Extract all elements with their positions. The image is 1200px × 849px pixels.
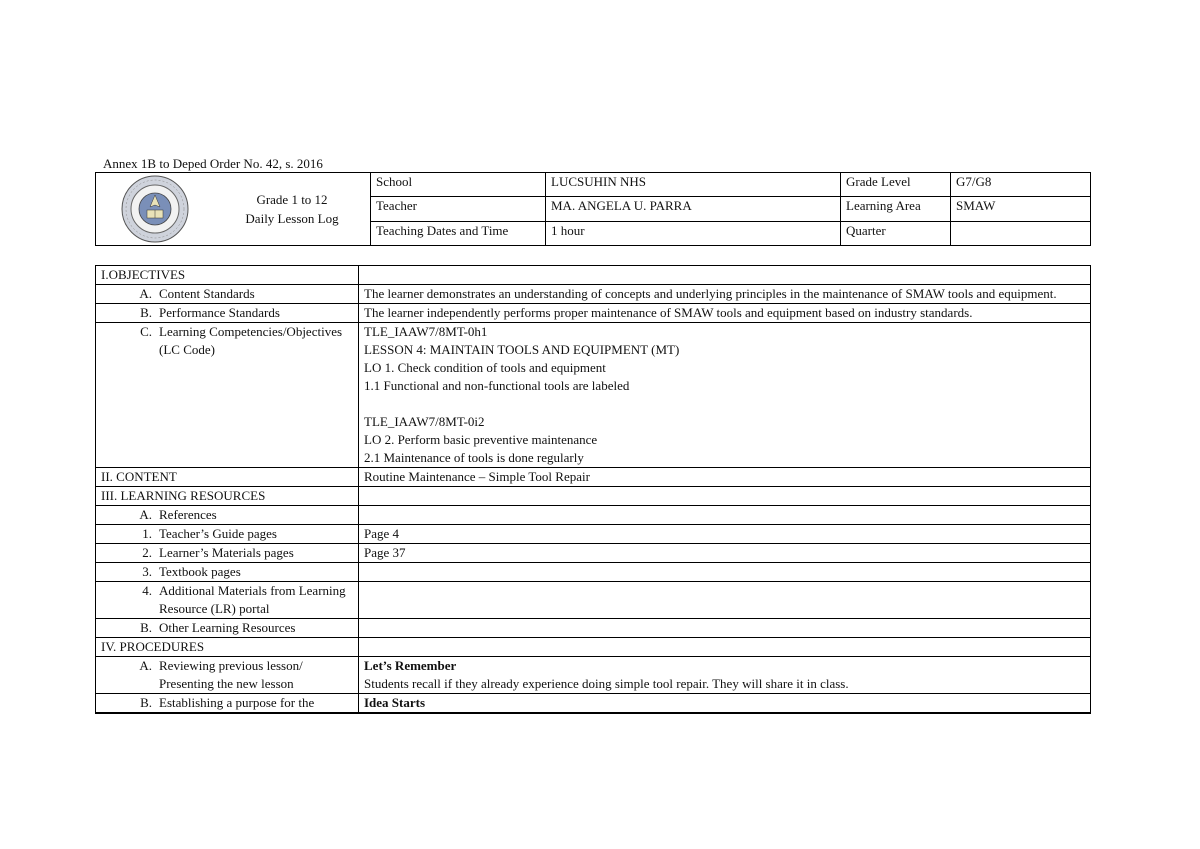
content-heading: II. CONTENT xyxy=(96,468,359,487)
competency-line: LESSON 4: MAINTAIN TOOLS AND EQUIPMENT (MT) xyxy=(364,342,680,357)
competency-line: 1.1 Functional and non-functional tools are labeled xyxy=(364,378,630,393)
row-letter: B. xyxy=(140,620,152,635)
teachers-guide-label: Teacher’s Guide pages xyxy=(159,526,277,541)
objectives-heading: I.OBJECTIVES xyxy=(96,266,359,285)
competency-line: TLE_IAAW7/8MT-0i2 xyxy=(364,414,485,429)
daily-lesson-log-title: Grade 1 to 12 Daily Lesson Log xyxy=(245,192,339,226)
establishing-purpose-label: Establishing a purpose for the xyxy=(159,695,315,710)
table-row xyxy=(96,304,1091,323)
learning-area-value: SMAW xyxy=(951,197,1091,221)
table-row xyxy=(96,506,1091,525)
lesson-log-table xyxy=(95,265,1091,714)
teacher-label: Teacher xyxy=(371,197,546,221)
row-letter: A. xyxy=(139,658,152,673)
header-table xyxy=(95,172,1091,246)
row-letter: C. xyxy=(140,324,152,339)
quarter-label: Quarter xyxy=(841,221,951,245)
grade-level-value: G7/G8 xyxy=(951,173,1091,197)
objectives-value xyxy=(359,266,1091,285)
table-row xyxy=(96,323,1091,468)
logo-cell xyxy=(96,173,371,246)
additional-materials-value xyxy=(359,582,1091,619)
content-standards-value: The learner demonstrates an understanding of concepts and underlying principles in the maintenance of SMAW tools and equipment. xyxy=(359,285,1091,304)
performance-standards-label: Performance Standards xyxy=(159,305,280,320)
procedures-heading: IV. PROCEDURES xyxy=(96,638,359,657)
learners-materials-label: Learner’s Materials pages xyxy=(159,545,294,560)
table-row xyxy=(96,525,1091,544)
competencies-value xyxy=(359,323,1091,468)
competency-line: TLE_IAAW7/8MT-0h1 xyxy=(364,324,488,339)
quarter-value xyxy=(951,221,1091,245)
teaching-dates-value: 1 hour xyxy=(546,221,841,245)
row-letter: B. xyxy=(140,695,152,710)
row-number: 3. xyxy=(142,564,152,579)
table-row xyxy=(96,468,1091,487)
row-number: 4. xyxy=(142,583,152,598)
row-letter: B. xyxy=(140,305,152,320)
row-letter: A. xyxy=(139,507,152,522)
references-label: References xyxy=(159,507,217,522)
competency-line: LO 1. Check condition of tools and equipment xyxy=(364,360,606,375)
learning-area-label: Learning Area xyxy=(841,197,951,221)
competency-line: LO 2. Perform basic preventive maintenance xyxy=(364,432,598,447)
table-row xyxy=(96,266,1091,285)
row-number: 2. xyxy=(142,545,152,560)
teachers-guide-value: Page 4 xyxy=(359,525,1091,544)
grade-level-label: Grade Level xyxy=(841,173,951,197)
references-value xyxy=(359,506,1091,525)
performance-standards-value: The learner independently performs proper maintenance of SMAW tools and equipment based on industry standards. xyxy=(359,304,1091,323)
content-standards-label: Content Standards xyxy=(159,286,255,301)
content-value: Routine Maintenance – Simple Tool Repair xyxy=(359,468,1091,487)
row-letter: A. xyxy=(139,286,152,301)
table-row xyxy=(96,563,1091,582)
lets-remember-text: Students recall if they already experience doing simple tool repair. They will share it in class. xyxy=(364,676,849,691)
table-row xyxy=(96,657,1091,694)
table-row xyxy=(96,638,1091,657)
textbook-pages-label: Textbook pages xyxy=(159,564,241,579)
competency-line: 2.1 Maintenance of tools is done regularly xyxy=(364,450,584,465)
other-resources-value xyxy=(359,619,1091,638)
resources-heading: III. LEARNING RESOURCES xyxy=(96,487,359,506)
row-number: 1. xyxy=(142,526,152,541)
textbook-pages-value xyxy=(359,563,1091,582)
lets-remember-title: Let’s Remember xyxy=(364,658,457,673)
school-value: LUCSUHIN NHS xyxy=(546,173,841,197)
deped-seal-icon xyxy=(96,174,214,244)
learners-materials-value: Page 37 xyxy=(359,544,1091,563)
school-label: School xyxy=(371,173,546,197)
teacher-value: MA. ANGELA U. PARRA xyxy=(546,197,841,221)
table-row xyxy=(96,694,1091,714)
competencies-label: Learning Competencies/Objectives (LC Code) xyxy=(159,324,343,357)
table-row xyxy=(96,544,1091,563)
table-row xyxy=(96,619,1091,638)
idea-starts-title: Idea Starts xyxy=(359,694,1091,714)
annex-reference: Annex 1B to Deped Order No. 42, s. 2016 xyxy=(103,156,323,171)
other-resources-label: Other Learning Resources xyxy=(159,620,296,635)
additional-materials-label: Additional Materials from Learning Resource (LR) portal xyxy=(159,583,346,616)
competency-spacer xyxy=(364,395,1090,413)
reviewing-lesson-label: Reviewing previous lesson/ Presenting the new lesson xyxy=(159,658,303,691)
table-row xyxy=(96,487,1091,506)
table-row xyxy=(96,285,1091,304)
table-row xyxy=(96,582,1091,619)
teaching-dates-label: Teaching Dates and Time xyxy=(371,221,546,245)
